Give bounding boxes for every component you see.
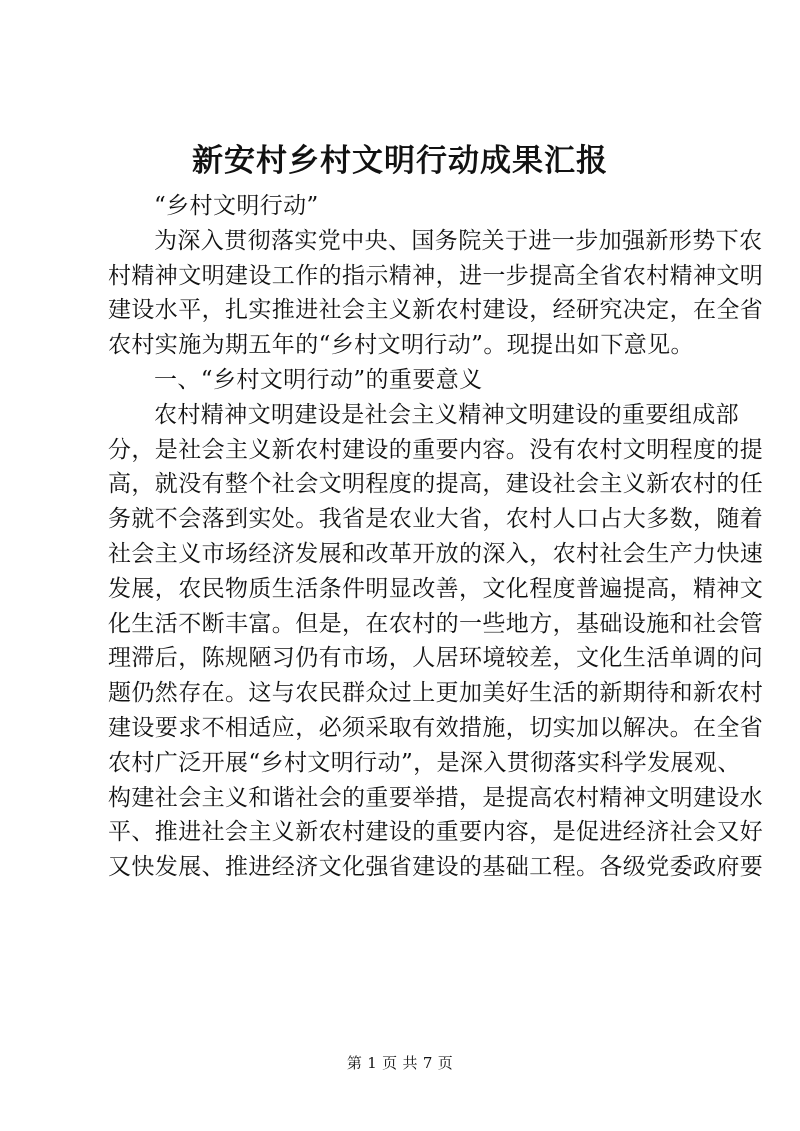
paragraph-line: 建设水平，扎实推进社会主义新农村建设，经研究决定，在全省: [108, 297, 764, 324]
paragraph-line: 农村精神文明建设是社会主义精神文明建设的重要组成部: [154, 401, 739, 428]
paragraph-line: 高，就没有整个社会文明程度的提高，建设社会主义新农村的任: [108, 471, 764, 498]
subtitle-line: “乡村文明行动”: [154, 193, 319, 219]
document-body: [108, 189, 764, 885]
paragraph-line: 又快发展、推进经济文化强省建设的基础工程。各级党委政府要: [108, 854, 764, 881]
document-title: 新安村乡村文明行动成果汇报: [192, 143, 608, 179]
paragraph-line: 农村实施为期五年的“乡村文明行动”。现提出如下意见。: [108, 332, 694, 359]
paragraph-line: 化生活不断丰富。但是，在农村的一些地方，基础设施和社会管: [108, 610, 764, 637]
paragraph-line: 务就不会落到实处。我省是农业大省，农村人口占大多数，随着: [108, 506, 764, 533]
paragraph-line: 农村广泛开展“乡村文明行动”，是深入贯彻落实科学发展观、: [108, 749, 741, 776]
paragraph-line: 发展，农民物质生活条件明显改善，文化程度普遍提高，精神文: [108, 575, 764, 602]
paragraph-line: 题仍然存在。这与农民群众过上更加美好生活的新期待和新农村: [108, 680, 764, 707]
paragraph-line: 分，是社会主义新农村建设的重要内容。没有农村文明程度的提: [108, 436, 764, 463]
page-number-footer: 第 1 页 共 7 页: [346, 1054, 454, 1072]
paragraph-line: 理滞后，陈规陋习仍有市场，人居环境较差，文化生活单调的问: [108, 645, 764, 672]
paragraph-line: 为深入贯彻落实党中央、国务院关于进一步加强新形势下农: [154, 227, 763, 254]
section-heading: 一、“乡村文明行动”的重要意义: [154, 366, 483, 393]
paragraph-line: 村精神文明建设工作的指示精神，进一步提高全省农村精神文明: [108, 262, 764, 289]
paragraph-line: 社会主义市场经济发展和改革开放的深入，农村社会生产力快速: [108, 540, 764, 567]
paragraph-line: 建设要求不相适应，必须采取有效措施，切实加以解决。在全省: [108, 714, 764, 741]
paragraph-line: 构建社会主义和谐社会的重要举措，是提高农村精神文明建设水: [108, 784, 764, 811]
paragraph-line: 平、推进社会主义新农村建设的重要内容，是促进经济社会又好: [108, 819, 764, 846]
